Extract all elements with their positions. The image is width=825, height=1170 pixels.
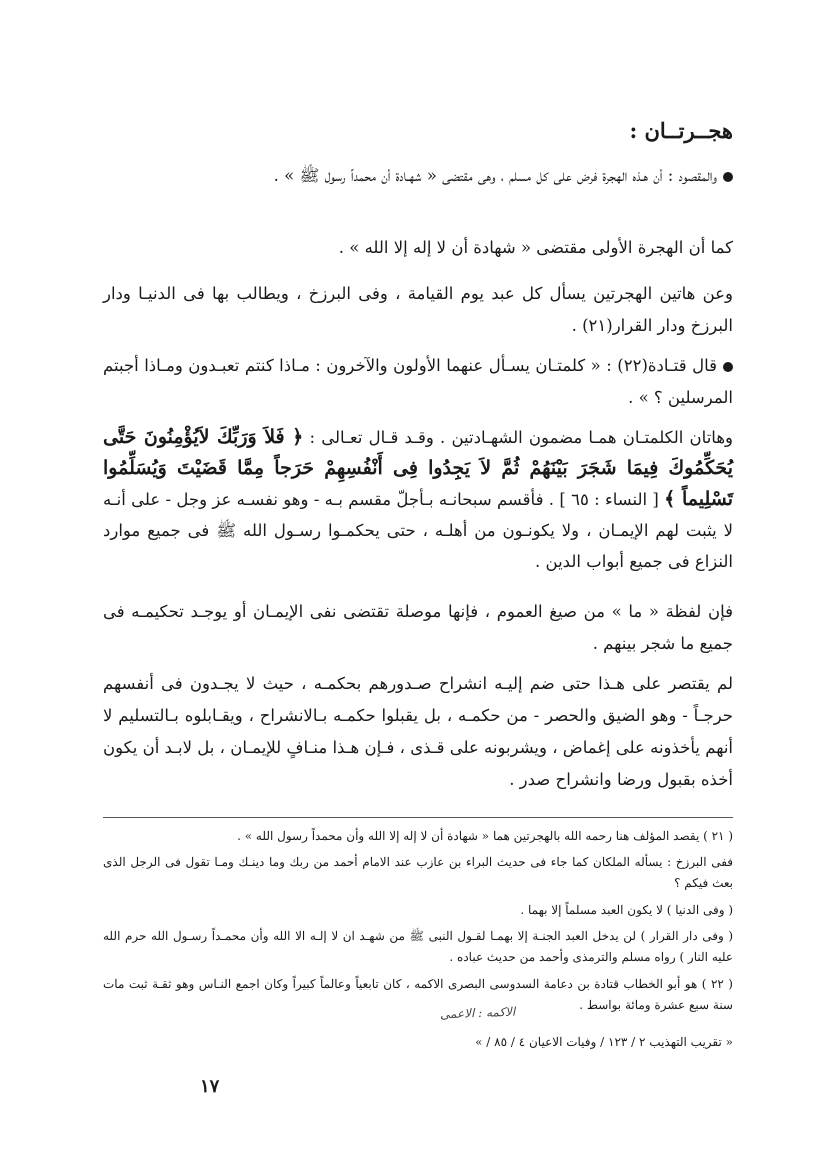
- bullet-icon: [723, 362, 733, 372]
- footnote-21-barzakh: ففى البرزخ : يسأله الملكان كما جاء فى حديث البراء بن عازب عند الامام أحمد من ربك وما دينـك ومـا تقول فى الرجل الذى بعث فيكم ؟: [103, 855, 733, 890]
- verse-intro: وهاتان الكلمتـان همـا مضمون الشهـادتين . وقـد قـال تعـالى :: [309, 428, 733, 447]
- paragraph-text: قال قتـادة(٢٢) : « كلمتـان يسـأل عنهما الأولون والآخرون : مـاذا كنتم تعبـدون ومـاذا أجبتم المرسلين ؟ » .: [103, 356, 733, 407]
- bullet-icon: [723, 172, 733, 182]
- quran-verse: ﴿ فَلاَ وَرَبِّكَ لاَيُؤْمِنُونَ حَتَّى يُحَكِّمُوكَ فِيمَا شَجَرَ بَيْنَهُمْ ثُمَّ لاَ يَجِدُوا فِى أَنْفُسِهِمْ حَرَجاً مِمَّا قَضَيْتَ وَيُسَلِّمُوا تَسْلِيماً ﴾: [103, 426, 733, 510]
- footnote-21: ( ٢١ ) يقصد المؤلف هنا رحمه الله بالهجرتين هما « شهادة أن لا إله إلا الله وأن محمداً رسول الله » .: [237, 829, 733, 843]
- footnote-21-qarar: ( وفى دار القرار ) لن يدخل العبد الجنـة إلا بهمـا لقـول النبى ﷺ من شهـد ان لا إلـه الا الله وأن محمـداً رسـول الله حرم الله عليه النار ) رواه مسلم والترمذى وأحمد من حديث عباده .: [103, 929, 733, 964]
- paragraph-3: وعن هاتين الهجرتين يسأل كل عبد يوم القيامة ، وفى البرزخ ، ويطالب بها فى الدنيـا ودار البرزخ ودار القرار(٢١) .: [103, 284, 733, 335]
- paragraph-text: والمقصود : أن هـذه الهجرة فرض على كل مسلم ، وهى مقتضى « شهـادة أن محمداً رسول ﷺ » .: [273, 166, 717, 185]
- paragraph-6: لم يقتصر على هـذا حتى ضم إليـه انشراح صـدورهم بحكمـه ، حيث لا يجـدون فى أنفسهم حرجـاً - وهو الضيق والحصر - من حكمـه ، بل يقبلوا حكمـه بـالانشراح ، ويقـابلوه بـالتسليم لا أنهم يأخذونه على إغماض ، ويشربونه على قـذى ، فـإن هـذا منـافٍ للإيمـان ، بل لابـد أن يكون أخذه بقبول ورضا وانشراح صدر .: [103, 674, 733, 789]
- footnote-22: ( ٢٢ ) هو أبو الخطاب قتادة بن دعامة السدوسى البصرى الاكمه ، كان تابعياً وعالماً كبيراً وكان اجمع النـاس وهو ثقـة ثبت مات سنة سبع عشرة ومائة بواسط .: [103, 977, 733, 1012]
- verse-commentary: . فأقسم سبحانـه بـأجلّ مقسم بـه - وهو نفسـه عز وجل - على أنـه لا يثبت لهم الإيمـان ، ولا يكونـون من أهلـه ، حتى يحكمـوا رسـول الله ﷺ فى جميع موارد النزاع فى جميع أبواب الدين .: [103, 490, 733, 571]
- paragraph-5: فإن لفظة « ما » من صيغ العموم ، فإنها موصلة تقتضى نفى الإيمـان أو يوجـد تحكيمـه فى جميع ما شجر بينهم .: [103, 602, 733, 653]
- footnote-divider: [103, 817, 733, 818]
- verse-paragraph: [103, 422, 733, 577]
- verse-reference: [ النساء : ٦٥ ]: [559, 490, 659, 509]
- footnote-22-source: « تقريب التهذيب ٢ / ١٢٣ / وفيات الاعيان ٤ / ٨٥ / »: [475, 1035, 733, 1049]
- footnote-21-dunya: ( وفى الدنيا ) لا يكون العبد مسلماً إلا بهما .: [520, 903, 733, 917]
- paragraph-2: كما أن الهجرة الأولى مقتضى « شهادة أن لا إله إلا الله » .: [338, 238, 733, 257]
- paragraph-4: [103, 350, 733, 414]
- handwritten-note: الاكمه : الاعمى: [439, 1004, 516, 1022]
- page-number: ١٧: [200, 1076, 220, 1097]
- paragraph-1: [103, 160, 733, 192]
- section-heading: هجــرتــان :: [629, 118, 733, 143]
